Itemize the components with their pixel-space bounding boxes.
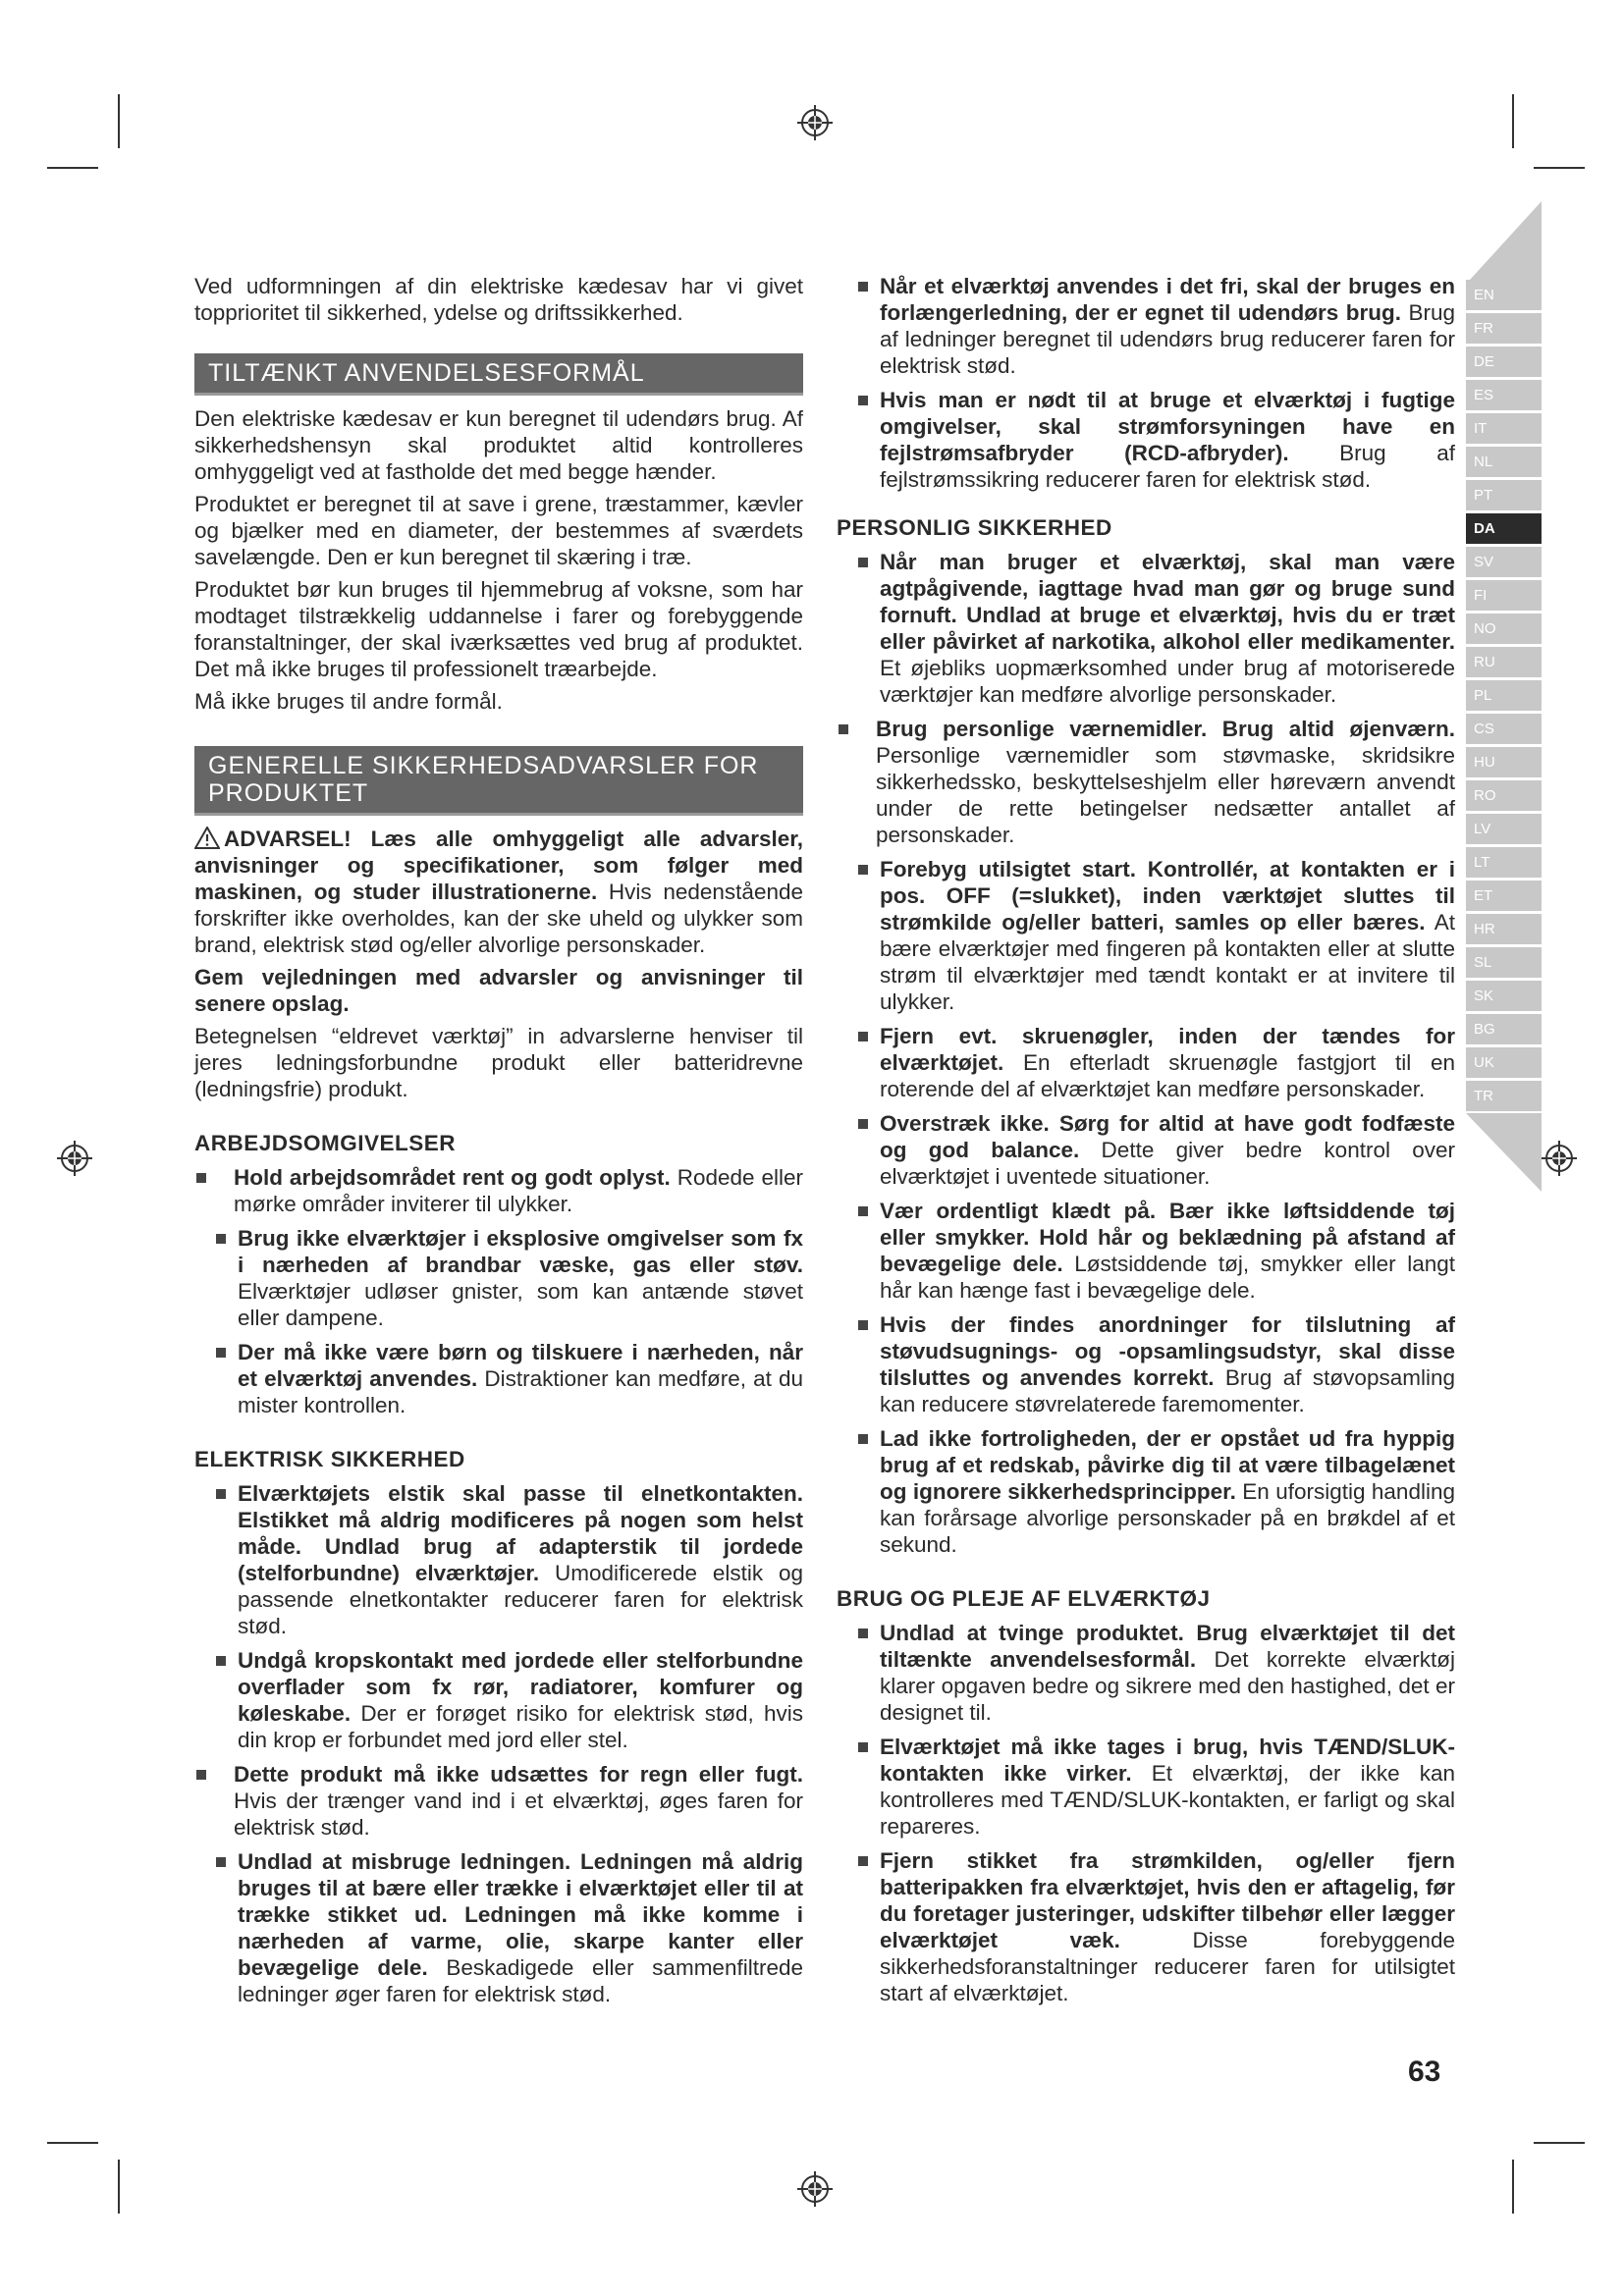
item-text: Distraktioner kan medføre, at du mister kontrollen. xyxy=(238,1366,803,1417)
intended-use-p1: Den elektriske kædesav er kun beregnet til udendørs brug. Af sikkerhedshensyn skal produktet altid kontrolleres omhyggeligt ved at fastholde det med begge hænder. xyxy=(194,406,803,484)
list-item xyxy=(858,1198,1455,1304)
tab-da: DA xyxy=(1466,513,1542,544)
tab-ro: RO xyxy=(1466,780,1542,811)
list-item xyxy=(216,1848,803,2007)
list-item xyxy=(858,387,1455,493)
crop-mark xyxy=(1512,2160,1514,2214)
right-column xyxy=(837,273,1455,2014)
crop-mark xyxy=(1534,2142,1585,2144)
list-item xyxy=(858,1023,1455,1102)
item-text: Beskadigede eller sammenfiltrede ledninger øger faren for elektrisk stød. xyxy=(238,1955,803,2006)
item-bold: Hold arbejdsområdet rent og godt oplyst. xyxy=(234,1165,671,1190)
tab-de: DE xyxy=(1466,347,1542,377)
item-bold: Elværktøjets elstik skal passe til elnetkontakten. Elstikket må aldrig modificeres på nogen som helst måde. Undlad brug af adapterstik til jordede (stelforbundne) elværktøjer. xyxy=(238,1481,803,1585)
left-column xyxy=(194,273,803,2015)
bullet-icon xyxy=(858,282,868,292)
item-bold: Vær ordentligt klædt på. Bær ikke løftsiddende tøj eller smykker. Hold hår og beklædning på afstand af bevægelige dele. xyxy=(880,1199,1455,1276)
keep-instructions: Gem vejledningen med advarsler og anvisninger til senere opslag. xyxy=(194,965,803,1016)
crop-mark xyxy=(1534,167,1585,169)
item-bold: Fjern stikket fra strømkilden, og/eller fjern batteripakken fra elværktøjet, hvis den er aftagelig, før du foretager justeringer, udskifter tilbehør eller lægger elværktøjet væk. xyxy=(880,1848,1455,1952)
item-text: At bære elværktøjer med fingeren på kontakten eller at slutte strøm til elværktøjer med tændt kontakt er at invitere til ulykker. xyxy=(880,910,1455,1014)
registration-mark-icon xyxy=(795,2169,835,2209)
intro-text: Ved udformningen af din elektriske kædesav har vi givet topprioritet til sikkerhed, ydelse og driftssikkerhed. xyxy=(194,274,803,325)
bullet-icon xyxy=(858,558,868,567)
bullet-icon xyxy=(216,1656,226,1666)
item-text: Brug af støvopsamling kan reducere støvrelaterede faremomenter. xyxy=(880,1365,1455,1416)
list-item xyxy=(216,1225,803,1331)
list-item xyxy=(858,856,1455,1015)
page-number: 63 xyxy=(1408,2056,1441,2088)
warning-text: Hvis nedenstående forskrifter ikke overholdes, kan der ske uheld og ulykker som brand, elektrisk stød og/eller alvorlige personskader. xyxy=(194,880,803,957)
item-bold: Elværktøjet må ikke tages i brug, hvis TÆND/SLUK-kontakten ikke virker. xyxy=(880,1735,1455,1786)
bullet-icon xyxy=(216,1348,226,1358)
list-item xyxy=(858,1311,1455,1417)
tab-it: IT xyxy=(1466,413,1542,444)
item-bold: Undlad at tvinge produktet. Brug elværktøjet til det tiltænkte anvendelsesformål. xyxy=(880,1621,1455,1672)
term-definition: Betegnelsen “eldrevet værktøj” in advarslerne henviser til jeres ledningsforbundne produkt eller batteridrevne (ledningsfrie) produkt. xyxy=(194,1024,803,1101)
item-bold: Hvis man er nødt til at bruge et elværktøj i fugtige omgivelser, skal strømforsyningen have en fejlstrømsafbryder (RCD-afbryder). xyxy=(880,388,1455,465)
item-text: En efterladt skruenøgle fastgjort til en roterende del af elværktøjet kan medføre personskader. xyxy=(880,1050,1455,1101)
item-text: Umodificerede elstik og passende elnetkontakter reducerer faren for elektrisk stød. xyxy=(238,1561,803,1638)
list-item xyxy=(194,1761,803,1841)
intended-use-p4: Må ikke bruges til andre formål. xyxy=(194,689,503,714)
tab-bg: BG xyxy=(1466,1014,1542,1044)
item-bold: Brug personlige værnemidler. Brug altid øjenværn. xyxy=(876,717,1455,741)
language-tabs xyxy=(1466,280,1542,1114)
crop-mark xyxy=(47,167,98,169)
list-item xyxy=(858,1847,1455,2006)
bullet-icon xyxy=(858,1320,868,1330)
intended-use-p3: Produktet bør kun bruges til hjemmebrug af voksne, som har modtaget tilstrækkelig uddannelse i farer og forebyggende foranstaltninger, der skal iværksættes ved brug af produktet. Det må ikke bruges til professionelt træarbejde. xyxy=(194,577,803,681)
work-area-title: ARBEJDSOMGIVELSER xyxy=(194,1131,457,1155)
tab-lv: LV xyxy=(1466,814,1542,844)
warning-paragraph xyxy=(194,826,803,958)
item-text: Rodede eller mørke områder inviterer til ulykker. xyxy=(234,1165,803,1216)
item-text: Brug af ledninger beregnet til udendørs brug reducerer faren for elektrisk stød. xyxy=(880,300,1455,378)
tab-ru: RU xyxy=(1466,647,1542,677)
item-text: Et elværktøj, der ikke kan kontrolleres med TÆND/SLUK-kontakten, er farligt og skal repareres. xyxy=(880,1761,1455,1839)
item-text: Et øjebliks uopmærksomhed under brug af motoriserede værktøjer kan medføre alvorlige personskader. xyxy=(880,656,1455,707)
bullet-icon xyxy=(858,1742,868,1752)
list-item xyxy=(216,1480,803,1639)
tab-et: ET xyxy=(1466,881,1542,911)
tab-pl: PL xyxy=(1466,680,1542,711)
item-text: Det korrekte elværktøj klarer opgaven bedre og sikrere med den hastighed, det er designet til. xyxy=(880,1647,1455,1725)
tab-sk: SK xyxy=(1466,981,1542,1011)
registration-mark-icon xyxy=(55,1139,94,1178)
tab-decoration-top xyxy=(1470,201,1542,280)
tab-fi: FI xyxy=(1466,580,1542,611)
bullet-icon xyxy=(858,865,868,875)
list-item xyxy=(858,1425,1455,1558)
item-bold: Når et elværktøj anvendes i det fri, skal der bruges en forlængerledning, der er egnet til udendørs brug. xyxy=(880,274,1455,325)
bullet-icon xyxy=(858,396,868,405)
bullet-icon xyxy=(858,1434,868,1444)
item-bold: Lad ikke fortroligheden, der er opstået ud fra hyppig brug af et redskab, påvirke dig til at være tilbagelænet og ignorere sikkerhedsprincipper. xyxy=(880,1426,1455,1504)
item-text: Elværktøjer udløser gnister, som kan antænde støvet eller dampene. xyxy=(238,1279,803,1330)
tab-decoration-bottom xyxy=(1466,1113,1542,1192)
electrical-title: ELEKTRISK SIKKERHED xyxy=(194,1447,465,1471)
item-text: Personlige værnemidler som støvmaske, skridsikre sikkerhedssko, beskyttelseshjelm eller høreværn anvendt under de rette betingelser nedsætter antallet af personskader. xyxy=(876,743,1455,847)
tab-nl: NL xyxy=(1466,447,1542,477)
bullet-icon xyxy=(858,1629,868,1638)
item-bold: Undlad at misbruge ledningen. Ledningen må aldrig bruges til at bære eller trække i elværktøjet eller til at trække stikket ud. Ledningen må ikke komme i nærheden af varme, olie, skarpe kanter eller bevægelige dele. xyxy=(238,1849,803,1980)
list-item xyxy=(837,716,1455,848)
intended-use-p2: Produktet er beregnet til at save i grene, træstammer, kævler og bjælker med en diameter, der bestemmes af sværdets savelængde. Den er kun beregnet til skæring i træ. xyxy=(194,492,803,569)
item-bold: Brug ikke elværktøjer i eksplosive omgivelser som fx i nærheden af brandbar væske, gas eller støv. xyxy=(238,1226,803,1277)
warning-bold: ADVARSEL! Læs alle omhyggeligt alle advarsler, anvisninger og specifikationer, som følger med maskinen, og studer illustrationerne. xyxy=(194,827,803,904)
bullet-icon xyxy=(216,1489,226,1499)
list-item xyxy=(216,1647,803,1753)
item-text: Hvis der trænger vand ind i et elværktøj, øges faren for elektrisk stød. xyxy=(234,1789,803,1840)
bullet-icon xyxy=(858,1119,868,1129)
item-bold: Overstræk ikke. Sørg for altid at have godt fodfæste og god balance. xyxy=(880,1111,1455,1162)
list-item xyxy=(858,273,1455,379)
crop-mark xyxy=(118,2160,120,2214)
bullet-icon xyxy=(196,1770,206,1780)
item-bold: Forebyg utilsigtet start. Kontrollér, at kontakten er i pos. OFF (=slukket), inden værktøjet sluttes til strømkilde og/eller batteri, samles op eller bæres. xyxy=(880,857,1455,934)
bullet-icon xyxy=(839,724,848,734)
tab-pt: PT xyxy=(1466,480,1542,510)
care-title: BRUG OG PLEJE AF ELVÆRKTØJ xyxy=(837,1586,1211,1611)
tab-sv: SV xyxy=(1466,547,1542,577)
item-bold: Hvis der findes anordninger for tilslutning af støvudsugnings- og -opsamlingsudstyr, skal disse tilsluttes og anvendes korrekt. xyxy=(880,1312,1455,1390)
item-text: En uforsigtig handling kan forårsage alvorlige personskader på en brøkdel af et sekund. xyxy=(880,1479,1455,1557)
bullet-icon xyxy=(858,1206,868,1216)
bullet-icon xyxy=(216,1857,226,1867)
tab-en: EN xyxy=(1466,280,1542,310)
item-bold: Fjern evt. skruenøgler, inden der tændes for elværktøjet. xyxy=(880,1024,1455,1075)
item-text: Disse forebyggende sikkerhedsforanstaltninger reducerer faren for utilsigtet start af elværktøjet. xyxy=(880,1928,1455,2005)
list-item xyxy=(858,549,1455,708)
bullet-icon xyxy=(196,1173,206,1183)
bullet-icon xyxy=(858,1856,868,1866)
tab-hr: HR xyxy=(1466,914,1542,944)
item-bold: Dette produkt må ikke udsættes for regn eller fugt. xyxy=(234,1762,803,1787)
list-item xyxy=(858,1110,1455,1190)
section-title-safety-warnings: GENERELLE SIKKERHEDSADVARSLER FOR PRODUKTET xyxy=(194,746,803,816)
tab-tr: TR xyxy=(1466,1081,1542,1111)
registration-mark-icon xyxy=(795,103,835,142)
list-item xyxy=(194,1164,803,1217)
item-bold: Når man bruger et elværktøj, skal man være agtpågivende, iagttage hvad man gør og bruge sund fornuft. Undlad at bruge et elværktøj, hvis du er træt eller påvirket af narkotika, alkohol eller medikamenter. xyxy=(880,550,1455,654)
tab-hu: HU xyxy=(1466,747,1542,777)
tab-uk: UK xyxy=(1466,1047,1542,1078)
bullet-icon xyxy=(858,1032,868,1041)
bullet-icon xyxy=(216,1234,226,1244)
list-item xyxy=(858,1734,1455,1840)
item-bold: Undgå kropskontakt med jordede eller stelforbundne overflader som fx rør, radiatorer, komfurer og køleskabe. xyxy=(238,1648,803,1726)
list-item xyxy=(216,1339,803,1418)
crop-mark xyxy=(47,2142,98,2144)
item-text: Brug af fejlstrømssikring reducerer faren for elektrisk stød. xyxy=(880,441,1456,492)
tab-cs: CS xyxy=(1466,714,1542,744)
registration-mark-icon xyxy=(1540,1139,1579,1178)
tab-sl: SL xyxy=(1466,947,1542,978)
crop-mark xyxy=(1512,94,1514,148)
list-item xyxy=(858,1620,1455,1726)
tab-no: NO xyxy=(1466,614,1542,644)
crop-mark xyxy=(118,94,120,148)
tab-fr: FR xyxy=(1466,313,1542,344)
tab-es: ES xyxy=(1466,380,1542,410)
warning-triangle-icon xyxy=(194,827,220,849)
item-text: Løstsiddende tøj, smykker eller langt hår kan hænge fast i bevægelige dele. xyxy=(880,1252,1455,1303)
section-title-intended-use: TILTÆNKT ANVENDELSESFORMÅL xyxy=(194,353,803,396)
item-bold: Der må ikke være børn og tilskuere i nærheden, når et elværktøj anvendes. xyxy=(238,1340,803,1391)
item-text: Der er forøget risiko for elektrisk stød, hvis din krop er forbundet med jord eller stel. xyxy=(238,1701,803,1752)
item-text: Dette giver bedre kontrol over elværktøjet i uventede situationer. xyxy=(880,1138,1455,1189)
personal-safety-title: PERSONLIG SIKKERHED xyxy=(837,515,1112,540)
tab-lt: LT xyxy=(1466,847,1542,878)
